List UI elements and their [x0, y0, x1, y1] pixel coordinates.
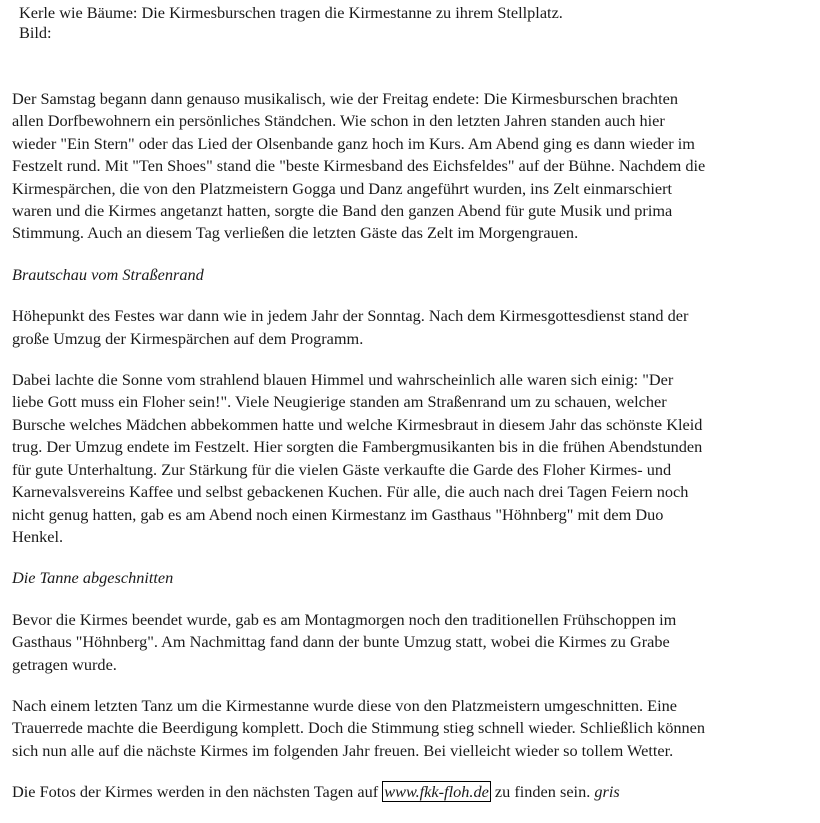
closing-text-after: zu finden sein.: [490, 782, 595, 802]
author-signature: gris: [594, 782, 620, 802]
paragraph-monday: Bevor die Kirmes beendet wurde, gab es am Montagmorgen noch den traditionellen Frühschoppen im Gasthaus "Höhnberg". Am Nachmittag fand dann der bunte Umzug statt, wobei die Kirmes zu Grabe getragen wurde.: [12, 609, 677, 674]
image-caption: [19, 3, 563, 43]
subheading-tanne: Die Tanne abgeschnitten: [12, 568, 174, 588]
closing-text: Die Fotos der Kirmes werden in den nächsten Tagen auf: [12, 782, 383, 802]
image-label: Bild:: [19, 23, 52, 42]
closing-line: [12, 781, 812, 803]
website-link[interactable]: www.fkk-floh.de: [384, 782, 489, 802]
paragraph-parade: Dabei lachte die Sonne vom strahlend blauen Himmel und wahrscheinlich alle waren sich einig: "Der liebe Gott muss ein Floher sein!". Viele Neugierige standen am Straßenrand um zu schauen, welcher Bursche welches Mädchen abbekommen hatte und welche Kirmesbraut in diesem Jahr das schönste Kleid trug. Der Umzug endete im Festzelt. Hier sorgten die Fambergmusikanten bis in die frühen Abendstunden für gute Unterhaltung. Zur Stärkung für die vielen Gäste verkaufte die Garde des Floher Kirmes- und Karnevalsvereins Kaffee und selbst gebackenen Kuchen. Für alle, die auch nach drei Tagen Feiern noch nicht genug hatten, gab es am Abend noch einen Kirmestanz im Gasthaus "Höhnberg" mit dem Duo Henkel.: [12, 370, 703, 546]
article-body: [12, 88, 812, 823]
caption-text: Kerle wie Bäume: Die Kirmesburschen tragen die Kirmestanne zu ihrem Stellplatz.: [19, 3, 563, 22]
subheading-brautschau: Brautschau vom Straßenrand: [12, 264, 204, 284]
paragraph-burial: Nach einem letzten Tanz um die Kirmestanne wurde diese von den Platzmeistern umgeschnitten. Eine Trauerrede machte die Beerdigung komplett. Doch die Stimmung stieg schnell wieder. Schließlich können sich nun alle auf die nächste Kirmes im folgenden Jahr freuen. Bei vielleicht wieder so tollem Wetter.: [12, 695, 706, 760]
paragraph-sunday: Höhepunkt des Festes war dann wie in jedem Jahr der Sonntag. Nach dem Kirmesgottesdienst stand der große Umzug der Kirmespärchen auf dem Programm.: [12, 306, 689, 348]
paragraph-saturday: Der Samstag begann dann genauso musikalisch, wie der Freitag endete: Die Kirmesburschen brachten allen Dorfbewohnern ein persönliches Ständchen. Wie schon in den letzten Jahren standen auch hier wieder "Ein Stern" oder das Lied der Olsenbande ganz hoch im Kurs. Am Abend ging es dann wieder im Festzelt rund. Mit "Ten Shoes" stand die "beste Kirmesband des Eichsfeldes" auf der Bühne. Nachdem die Kirmespärchen, die von den Platzmeistern Gogga und Danz angeführt wurden, ins Zelt einmarschiert waren und die Kirmes angetanzt hatten, sorgte die Band den ganzen Abend für gute Musik und prima Stimmung. Auch an diesem Tag verließen die letzten Gäste das Zelt im Morgengrauen.: [12, 89, 706, 243]
